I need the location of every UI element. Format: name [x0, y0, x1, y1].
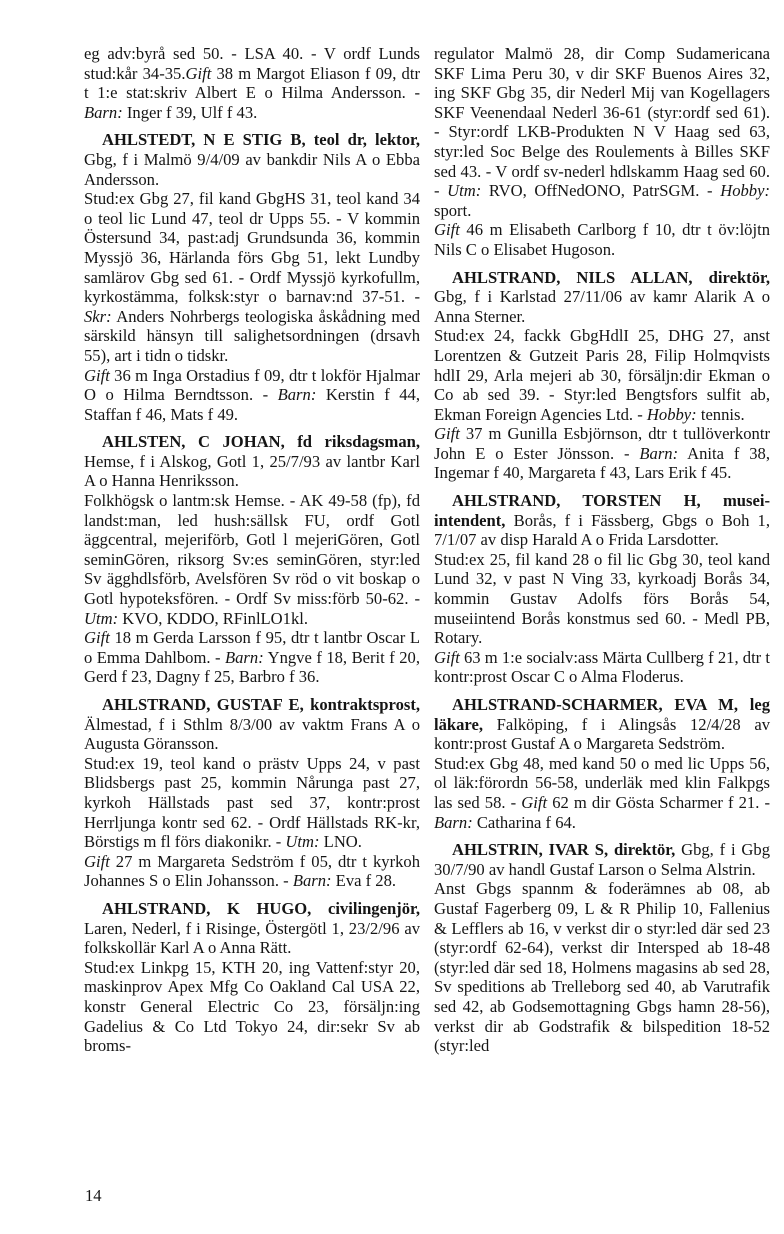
- entry-text: 27 m Margareta Sedström f 05, dtr t kyrkoh Johannes S o Elin Johansson. -: [84, 851, 420, 891]
- entry-text: sport.: [434, 200, 472, 220]
- field-label: Gift: [434, 424, 460, 444]
- biography-entry: [434, 491, 770, 687]
- entry-paragraph: [434, 424, 770, 483]
- entry-intro: Falköping, f i Alingsås 12/4/28 av kontr:prost Gustaf A o Margareta Sedström.: [434, 714, 770, 754]
- biography-entry: [434, 268, 770, 484]
- entry-title: teol dr, lektor,: [305, 130, 420, 150]
- entry-intro: Laren, Nederl, f i Risinge, Östergötl 1, 23/2/96 av folkskollär Karl A o Anna Rätt.: [84, 918, 420, 958]
- field-label: Gift: [185, 63, 212, 83]
- field-label: Barn:: [434, 812, 473, 832]
- entry-intro: Hemse, f i Alskog, Gotl 1, 25/7/93 av lantbr Karl A o Hanna Henriksson.: [84, 451, 420, 491]
- left-column: [84, 44, 420, 1056]
- entry-text: RVO, OffNedONO, PatrSGM. -: [481, 181, 721, 201]
- field-label: Gift: [84, 851, 110, 871]
- entry-text: Folkhögsk o lantm:sk Hemse. - AK 49-58 (fp), fd landst:man, led hush:sällsk FU, ordf Gotl äggcentral, mejeriförb, Gotl l mejeriGören, Gotl seminGören, riksorg Sv:es seminGören, styr:led Sv ägghdlsförb, Avelsfören Sv röd o vit boskap o Gotl hypoteksfören. - Ordf Sv miss:förb 50-62. -: [84, 491, 420, 609]
- entry-name: AHLSTRAND, K HUGO,: [102, 898, 312, 918]
- field-label: Utm:: [447, 181, 482, 201]
- entry-paragraph: [434, 268, 770, 327]
- field-label: Utm:: [84, 608, 119, 628]
- entry-text: eg adv:byrå sed 50. - LSA 40. - V ordf Lunds stud:kår 34-35.: [84, 44, 420, 83]
- entry-text: Stud:ex 25, fil kand 28 o fil lic Gbg 30, teol kand Lund 32, v past N Ving 33, kyrkoadj Borås 34, kommin Gustav Adolfs förs Borås 54, museiintend Borås konstmus sed 60. - Medl PB, Rotary.: [434, 549, 770, 648]
- entry-paragraph: [84, 899, 420, 958]
- entry-text: Anst Gbgs spannm & foderämnes ab 08, ab Gustaf Fagerberg 09, L & R Philip 10, Fallenius & Lefflers ab 16, v verkst dir o styr:led där sed 23 (styr:ordf 62-64), verkst dir Intersped ab 18-48 (styr:led där sed 18, Holmens magasins ab sed 28, Sv speditions ab Trelleborg sed 40, ab Varutrafik sed 42, ab Godsemottagning Gbgs hamn 28-56), verkst dir ab Godstrafik & bilspedition 18-52 (styr:led: [434, 879, 770, 1056]
- entry-paragraph: [84, 754, 420, 852]
- entry-title: civilingenjör,: [311, 898, 420, 918]
- entry-paragraph: [434, 695, 770, 754]
- entry-paragraph: [434, 840, 770, 879]
- entry-name: AHLSTRAND-SCHARMER, EVA M,: [452, 695, 738, 714]
- entry-paragraph: [84, 130, 420, 189]
- field-label: Hobby:: [646, 404, 697, 424]
- entry-intro: Gbg, f i Karlstad 27/11/06 av kamr Alarik A o Anna Sterner.: [434, 287, 770, 326]
- entry-title: fd riksdagsman,: [284, 432, 420, 452]
- entry-name: AHLSTRAND, NILS ALLAN,: [452, 267, 693, 287]
- entry-intro: Gbg, f i Malmö 9/4/09 av bankdir Nils A o Ebba Andersson.: [84, 149, 420, 189]
- page-number: 14: [85, 1186, 102, 1205]
- field-label: Gift: [521, 792, 548, 812]
- entry-text: Stud:ex 24, fackk GbgHdlI 25, DHG 27, anst Lorentzen & Gutzeit Paris 28, Filip Holmqvists hdlI 29, Arla mejeri ab 30, försäljn:dir Ekman o Co ab sed 39. - Styr:led Bengtsfors sulfit ab, Ekman Foreign Agencies Ltd. -: [434, 326, 770, 424]
- biography-entry: [84, 432, 420, 687]
- entry-text: Stud:ex Gbg 27, fil kand GbgHS 31, teol kand 34 o teol lic Lund 47, teol dr Upps 55. - V kommin Östersund 34, past:adj Grundsunda 36, kommin Myssjö 36, Härlanda förs Gbg 51, lekt Lundby samlärov Gbg sed 61. - Ordf Myssjö kyrkofullm, kyrkostämma, folksk:styr o barnav:nd 37-51. -: [84, 189, 420, 307]
- entry-text: Anders Nohrbergs teologiska åskådning med särskild hänsyn till salighetsordningen (drsavh 55), art i tidn o tidskr.: [84, 306, 420, 365]
- entry-paragraph: [84, 432, 420, 491]
- entry-paragraph: [434, 648, 770, 687]
- entry-paragraph: [84, 852, 420, 891]
- entry-continuation: [84, 44, 420, 122]
- entry-paragraph: [434, 44, 770, 220]
- entry-name: AHLSTRIN, IVAR S,: [452, 840, 609, 860]
- entry-name: AHLSTEN, C JOHAN,: [102, 432, 285, 452]
- entry-paragraph: [84, 628, 420, 687]
- entry-title: museiintendent,: [434, 491, 770, 530]
- entry-paragraph: [434, 754, 770, 832]
- entry-text: 63 m 1:e socialv:ass Märta Cullberg f 21, dtr t kontr:prost Oscar C o Alma Floderus.: [434, 647, 770, 687]
- entry-intro: Borås, f i Fässberg, Gbgs o Boh 1, 7/1/07 av disp Harald A o Frida Larsdotter.: [434, 510, 770, 550]
- field-label: Barn:: [639, 443, 679, 463]
- entry-title: direktör,: [692, 267, 770, 287]
- entry-continuation: [434, 44, 770, 260]
- field-label: Gift: [434, 647, 460, 667]
- entry-title: leg läkare,: [434, 695, 770, 734]
- entry-text: Yngve f 18, Berit f 20, Gerd f 23, Dagny f 25, Barbro f 36.: [84, 647, 420, 687]
- entry-text: Stud:ex Gbg 48, med kand 50 o med lic Upps 56, ol läk:förordn 56-58, underläk med klin Falkpgs las sed 58. -: [434, 753, 770, 812]
- entry-title: kontraktsprost,: [303, 695, 420, 714]
- entry-text: 46 m Elisabeth Carlborg f 10, dtr t öv:löjtn Nils C o Elisabet Hugoson.: [434, 220, 770, 259]
- right-column: [434, 44, 770, 1056]
- entry-paragraph: [84, 189, 420, 365]
- entry-paragraph: [434, 220, 770, 259]
- entry-paragraph: [84, 491, 420, 628]
- field-label: Barn:: [225, 647, 264, 667]
- entry-text: Stud:ex Linkpg 15, KTH 20, ing Vattenf:styr 20, maskinprov Apex Mfg Co Oakland Cal USA 22, konstr General Electric Co 23, försäljn:ing Gadelius & Co Ltd Tokyo 24, dir:sekr Sv ab broms-: [84, 957, 420, 1056]
- entry-text: Catharina f 64.: [472, 812, 576, 832]
- entry-text: Inger f 39, Ulf f 43.: [122, 102, 258, 122]
- entry-paragraph: [434, 326, 770, 424]
- entry-text: LNO.: [319, 832, 362, 852]
- field-label: Hobby:: [720, 181, 770, 201]
- entry-intro: Älmestad, f i Sthlm 8/3/00 av vaktm Frans A o Augusta Göransson.: [84, 714, 420, 754]
- entry-text: regulator Malmö 28, dir Comp Sudamericana SKF Lima Peru 30, v dir SKF Buenos Aires 32, ing SKF Gbg 35, dir Nederl Mij van Kogellagers SKF Veenendaal Nederl 36-61 (styr:ordf sed 61). - Styr:ordf LKB-Produkten N V Haag sed 63, styr:led Soc Belge des Roulements à Billes SKF sed 43. - V ordf sv-nederl hdlskamm Haag sed 60. -: [434, 44, 770, 201]
- entry-name: AHLSTRAND, GUSTAF E,: [102, 695, 304, 714]
- entry-text: 36 m Inga Orstadius f 09, dtr t lokför Hjalmar O o Hilma Berndtsson. -: [84, 365, 420, 405]
- field-label: Barn:: [277, 385, 317, 405]
- entry-name: AHLSTRAND, TORSTEN H,: [452, 491, 701, 511]
- entry-text: Stud:ex 19, teol kand o prästv Upps 24, v past Blidsbergs past 25, kommin Nårunga past 27, kyrkoh Hällstads past sed 37, kontr:prost Herrljunga kontr sed 62. - Ordf Hällstads RK-kr, Börstigs m fl förs diakonikr. -: [84, 753, 420, 852]
- field-label: Barn:: [292, 871, 332, 891]
- biography-entry: [84, 899, 420, 1056]
- field-label: Barn:: [84, 102, 123, 122]
- biography-entry: [84, 695, 420, 891]
- entry-text: Eva f 28.: [331, 871, 397, 891]
- entry-text: 62 m dir Gösta Scharmer f 21. -: [547, 792, 770, 812]
- entry-paragraph: [434, 491, 770, 550]
- entry-text: tennis.: [696, 404, 745, 424]
- entry-text: Anita f 38, Ingemar f 40, Margareta f 43, Lars Erik f 45.: [434, 443, 770, 483]
- biography-entry: [434, 840, 770, 1056]
- entry-paragraph: [84, 366, 420, 425]
- entry-text: 37 m Gunilla Esbjörnson, dtr t tullöverkontr John E o Ester Jönsson. -: [434, 424, 770, 463]
- biography-entry: [434, 695, 770, 832]
- biography-entry: [84, 130, 420, 424]
- entry-text: 38 m Margot Eliason f 09, dtr t 1:e stat:skriv Albert E o Hilma Andersson. -: [84, 63, 420, 103]
- field-label: Gift: [84, 628, 110, 648]
- entry-text: Kerstin f 44, Staffan f 46, Mats f 49.: [84, 385, 420, 424]
- field-label: Skr:: [84, 306, 112, 326]
- entry-paragraph: [84, 44, 420, 122]
- entry-paragraph: [434, 550, 770, 648]
- entry-intro: Gbg, f i Gbg 30/7/90 av handl Gustaf Larson o Selma Alstrin.: [434, 840, 770, 879]
- entry-text: KVO, KDDO, RFinlLO1kl.: [118, 608, 309, 628]
- field-label: Utm:: [285, 832, 320, 852]
- entry-name: AHLSTEDT, N E STIG B,: [102, 130, 306, 150]
- field-label: Gift: [84, 365, 110, 385]
- field-label: Gift: [434, 220, 460, 240]
- entry-paragraph: [434, 879, 770, 1055]
- entry-paragraph: [84, 695, 420, 754]
- entry-paragraph: [84, 958, 420, 1056]
- entry-title: direktör,: [608, 840, 676, 860]
- entry-text: 18 m Gerda Larsson f 95, dtr t lantbr Oscar L o Emma Dahlbom. -: [84, 628, 420, 667]
